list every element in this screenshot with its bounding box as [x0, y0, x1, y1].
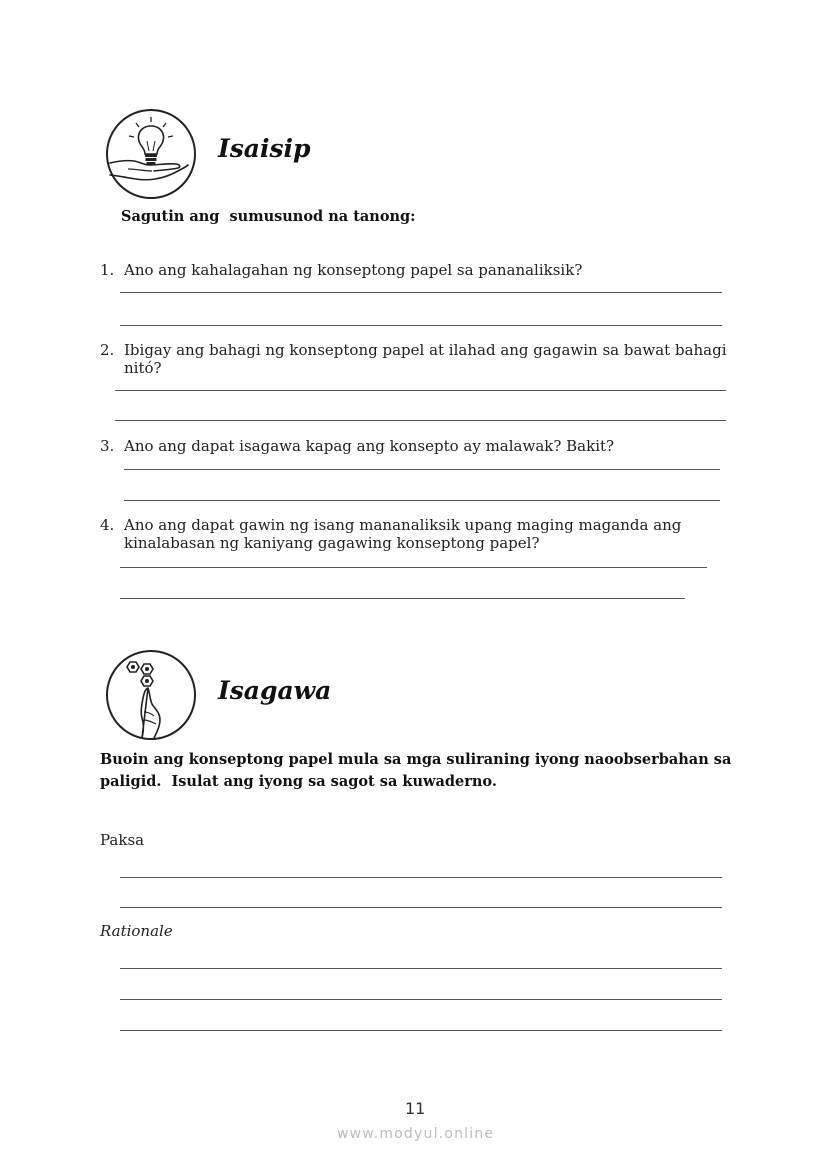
- question-text: Ano ang dapat isagawa kapag ang konsepto ay malawak? Bakit?: [124, 437, 615, 455]
- question-text: Ibigay ang bahagi ng konseptong papel at ilahad ang gagawin sa bawat bahagi: [124, 341, 727, 359]
- paksa-label: Paksa: [100, 831, 145, 849]
- paksa-answer-line[interactable]: [120, 907, 722, 908]
- isaisip-icon-badge: [106, 109, 196, 199]
- watermark: www.modyul.online: [337, 1126, 495, 1142]
- rationale-answer-line[interactable]: [120, 968, 722, 969]
- rationale-answer-line[interactable]: [120, 999, 722, 1000]
- question-2: [100, 341, 740, 381]
- question-text: Ano ang kahalagahan ng konseptong papel sa pananaliksik?: [124, 261, 583, 279]
- question-4: [100, 516, 740, 556]
- answer-line[interactable]: [115, 420, 726, 421]
- isaisip-title: Isaisip: [218, 134, 311, 163]
- question-number: 4.: [100, 516, 115, 534]
- isagawa-icon-badge: [106, 650, 196, 740]
- paksa-answer-line[interactable]: [120, 877, 722, 878]
- page-number: 11: [405, 1099, 426, 1118]
- answer-line[interactable]: [120, 567, 707, 568]
- question-text-cont: nitó?: [124, 359, 162, 377]
- question-3: [100, 437, 740, 457]
- answer-line[interactable]: [124, 500, 720, 501]
- question-text: Ano ang dapat gawin ng isang mananaliksik upang maging maganda ang: [124, 516, 682, 534]
- answer-line[interactable]: [120, 325, 722, 326]
- question-number: 1.: [100, 261, 115, 279]
- answer-line[interactable]: [115, 390, 726, 391]
- rationale-label: Rationale: [100, 922, 173, 940]
- rationale-answer-line[interactable]: [120, 1030, 722, 1031]
- question-text-cont: kinalabasan ng kaniyang gagawing konseptong papel?: [124, 534, 540, 552]
- isagawa-instruction-line1: Buoin ang konseptong papel mula sa mga suliraning iyong naoobserbahan sa: [100, 751, 732, 768]
- isagawa-instruction-line2: paligid. Isulat ang iyong sa sagot sa kuwaderno.: [100, 773, 497, 790]
- question-1: [100, 261, 740, 281]
- answer-line[interactable]: [120, 292, 722, 293]
- lightbulb-hand-icon: [108, 111, 194, 197]
- isagawa-title: Isagawa: [218, 676, 332, 705]
- isaisip-instruction: Sagutin ang sumusunod na tanong:: [121, 208, 416, 225]
- question-number: 2.: [100, 341, 115, 359]
- answer-line[interactable]: [124, 469, 720, 470]
- answer-line[interactable]: [120, 598, 685, 599]
- question-number: 3.: [100, 437, 115, 455]
- gears-hand-icon: [108, 652, 194, 738]
